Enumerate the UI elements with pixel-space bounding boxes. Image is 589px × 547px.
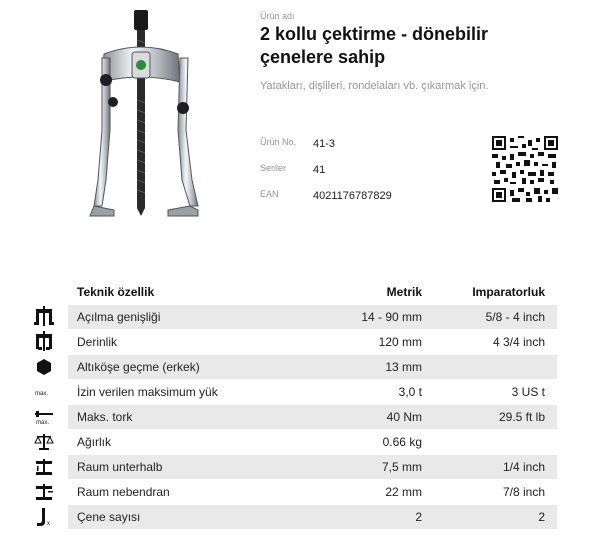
table-row	[68, 405, 557, 429]
spec-name: Maks. tork	[77, 410, 133, 424]
spec-header-metric: Metrik	[386, 285, 422, 299]
spec-metric: 22 mm	[385, 485, 422, 499]
meta-value-ean: 4021176787829	[313, 190, 392, 202]
table-row	[68, 305, 557, 329]
hexagon-icon	[33, 356, 55, 378]
spec-header-imperial: Imparatorluk	[472, 285, 545, 299]
table-row	[68, 430, 557, 454]
max-torque-icon	[33, 406, 55, 428]
product-subtitle: Yatakları, dişlileri, rondelaları vb. çıkarmak için.	[260, 80, 489, 92]
table-row	[68, 355, 557, 379]
spec-name: Çene sayısı	[77, 510, 141, 524]
product-title-line2: çenelere sahip	[260, 47, 386, 67]
spec-name: Açılma genişliği	[77, 310, 161, 324]
spec-name: Derinlik	[77, 335, 118, 349]
spread-icon	[33, 306, 55, 328]
spec-header-name: Teknik özellik	[77, 285, 155, 299]
spec-metric: 13 mm	[385, 360, 422, 374]
spec-imperial: 2	[538, 510, 545, 524]
spec-imperial: 7/8 inch	[502, 485, 545, 499]
spec-metric: 120 mm	[378, 335, 422, 349]
table-row	[68, 505, 557, 529]
meta-value-series: 41	[313, 164, 326, 176]
jaw-count-icon	[33, 506, 55, 528]
product-image	[88, 10, 210, 222]
spec-imperial: 5/8 - 4 inch	[485, 310, 545, 324]
table-row	[68, 480, 557, 504]
depth-icon	[33, 331, 55, 353]
spec-name: Raum nebendran	[77, 485, 170, 499]
max-torque-icon-text: max.	[36, 420, 50, 426]
scale-icon	[33, 431, 55, 453]
spec-metric: 2	[415, 510, 422, 524]
table-row	[68, 380, 557, 404]
qr-code	[492, 136, 558, 202]
spec-imperial: 1/4 inch	[502, 460, 545, 474]
space-beside-icon	[33, 481, 55, 503]
spec-imperial: 4 3/4 inch	[492, 335, 545, 349]
max-load-icon-text: max.	[35, 391, 49, 397]
spec-metric: 14 - 90 mm	[361, 310, 422, 324]
spec-metric: 3,0 t	[398, 385, 422, 399]
spec-name: Ağırlık	[77, 435, 112, 449]
max-load-icon	[33, 381, 55, 403]
spec-name: Altıköşe geçme (erkek)	[77, 360, 200, 374]
spec-imperial: 3 US t	[511, 385, 545, 399]
meta-label-ean: EAN	[260, 189, 279, 199]
spec-metric: 7,5 mm	[381, 460, 422, 474]
product-name-label: Ürün adı	[260, 11, 295, 21]
spec-name: İzin verilen maksimum yük	[77, 385, 218, 399]
space-below-icon	[33, 456, 55, 478]
spec-name: Raum unterhalb	[77, 460, 163, 474]
spec-imperial: 29.5 ft lb	[498, 410, 545, 424]
table-row	[68, 455, 557, 479]
meta-value-article-no: 41-3	[313, 138, 336, 150]
product-title-line1: 2 kollu çektirme - dönebilir	[260, 24, 489, 44]
meta-label-series: Seriler	[260, 163, 287, 173]
spec-metric: 40 Nm	[386, 410, 422, 424]
meta-label-article-no: Ürün No.	[260, 137, 297, 147]
table-row	[68, 330, 557, 354]
product-title	[260, 23, 580, 69]
spec-metric: 0.66 kg	[382, 435, 422, 449]
jaw-count-icon-text: x	[47, 521, 50, 527]
